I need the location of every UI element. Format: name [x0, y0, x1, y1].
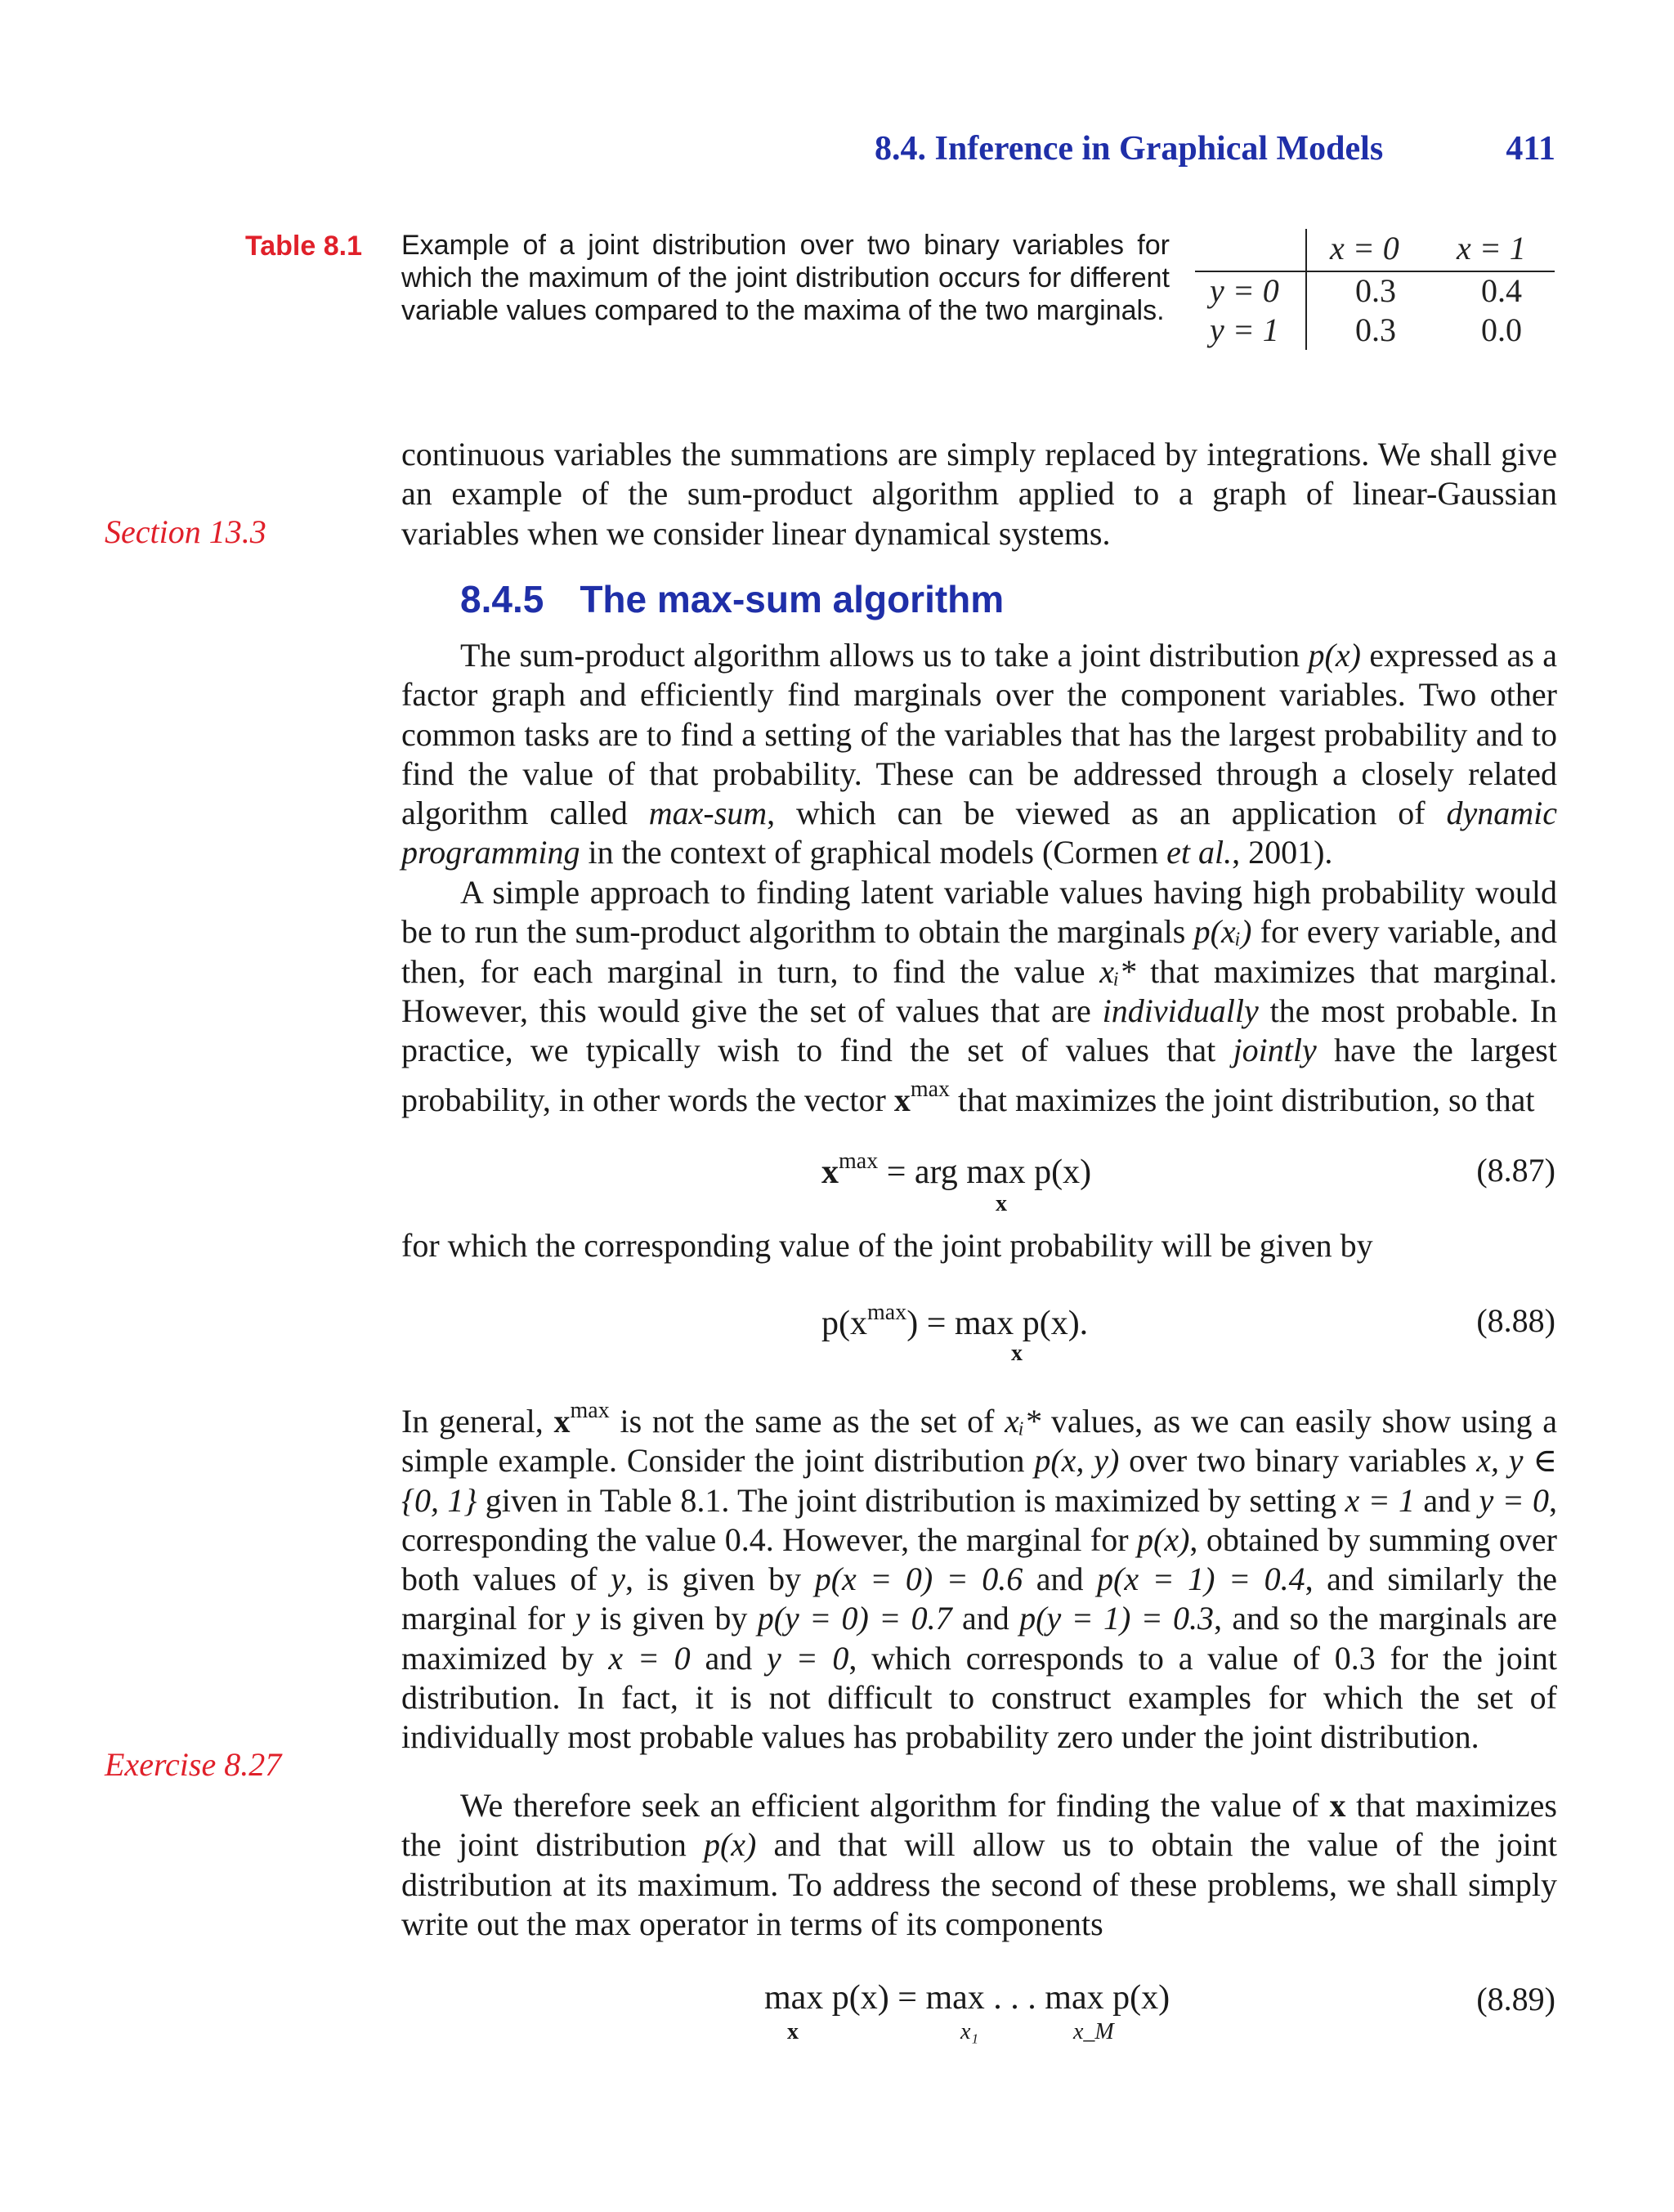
- section-heading: [460, 577, 1004, 621]
- table-label: Table 8.1: [245, 231, 362, 262]
- paragraph-efficient-algorithm: We therefore seek an efficient algorithm for finding the value of x that maximizes the joint distribution p(x) and that will allow us to obtain the value of the joint distribution at its maximum. To address the second of these problems, we shall simply write out the max operator in terms of its components: [401, 1787, 1557, 1942]
- term-dynamic-programming: dynamic programming: [401, 795, 1558, 871]
- equation-8-88: $p(x^{max}) = \max p(x)$. x: [821, 1300, 1089, 1366]
- table-col-header: x = 0: [1330, 230, 1399, 266]
- paragraph-corresponding-value: for which the corresponding value of the joint probability will be given by: [401, 1227, 1373, 1264]
- term-max-sum: max-sum: [648, 795, 768, 832]
- equation-number: (8.87): [1476, 1152, 1555, 1189]
- paragraph-in-general: In general, $x^{max}$ is not the same as the set of xᵢ* values, as we can easily show using a simple example. Consider the joint distribution p(x, y) over two binary variables x, y ∈ {0, 1} given in Table 8.1. The joint distribution is maximized by setting x = 1 and y = 0, corresponding the value 0.4. However, the marginal for p(x), obtained by summing over both values of y, is given by p(x = 0) = 0.6 and p(x = 1) = 0.4, and similarly the marginal for y is given by p(y = 0) = 0.7 and p(y = 1) = 0.3, and so the marginals are maximized by x = 0 and y = 0, which corresponds to a value of 0.3 for the joint distribution. In fact, it is not difficult to construct examples for which the set of individually most probable values has probability zero under the joint distribution.: [401, 1398, 1558, 1756]
- running-header-title: 8.4. Inference in Graphical Models: [875, 130, 1384, 168]
- equation-8-89: max p(x) = max . . . max p(x) x x₁ x_M: [764, 1979, 1170, 2044]
- section-title: The max-sum algorithm: [580, 578, 1005, 620]
- table-vertical-rule: [1305, 229, 1307, 350]
- paragraph-intro: continuous variables the summations are simply replaced by integrations. We shall give an example of the sum-product algorithm applied to a graph of linear-Gaussian variables when we consider linear dynamical systems.: [401, 436, 1557, 552]
- table-cell: 0.3: [1355, 272, 1396, 309]
- paragraph-simple-approach: A simple approach to finding latent variable values having high probability would be to run the sum-product algorithm to obtain the marginals p(xᵢ) for every variable, and then, for each marginal in turn, to find the value xᵢ* that maximizes that marginal. However, this would give the set of values that are individually the most probable. In practice, we typically wish to find the set of values that jointly have the largest probability, in other words the vector $x^{max}$ that maximizes the joint distribution, so that: [401, 874, 1558, 1119]
- table-caption: Example of a joint distribution over two binary variables for which the maximum of the joint distribution occurs for different variable values compared to the maxima of the two marginals.: [401, 230, 1170, 326]
- table-cell: 0.4: [1481, 272, 1522, 309]
- equation-number: (8.88): [1476, 1302, 1555, 1339]
- section-number: 8.4.5: [460, 578, 544, 620]
- table-row-header: y = 0: [1210, 272, 1279, 309]
- equation-8-87: $x^{max}$ = arg max p(x) x: [821, 1149, 1092, 1216]
- paragraph-max-sum-intro: The sum-product algorithm allows us to take a joint distribution p(x) expressed as a factor graph and efficiently find marginals over the component variables. Two other common tasks are to find a setting of the variables that has the largest probability and to find the value of that probability. These can be addressed through a closely related algorithm called max-sum, which can be viewed as an application of dynamic programming in the context of graphical models (Cormen et al., 2001).: [401, 637, 1558, 871]
- table-cell: 0.3: [1355, 311, 1396, 348]
- table-cell: 0.0: [1481, 311, 1522, 348]
- table-col-header: x = 1: [1457, 230, 1526, 266]
- equation-number: (8.89): [1476, 1981, 1555, 2017]
- table-row-header: y = 1: [1210, 311, 1279, 348]
- margin-exercise-ref[interactable]: Exercise 8.27: [105, 1746, 282, 1783]
- margin-section-ref[interactable]: Section 13.3: [105, 513, 266, 550]
- page-number: 411: [1506, 130, 1555, 168]
